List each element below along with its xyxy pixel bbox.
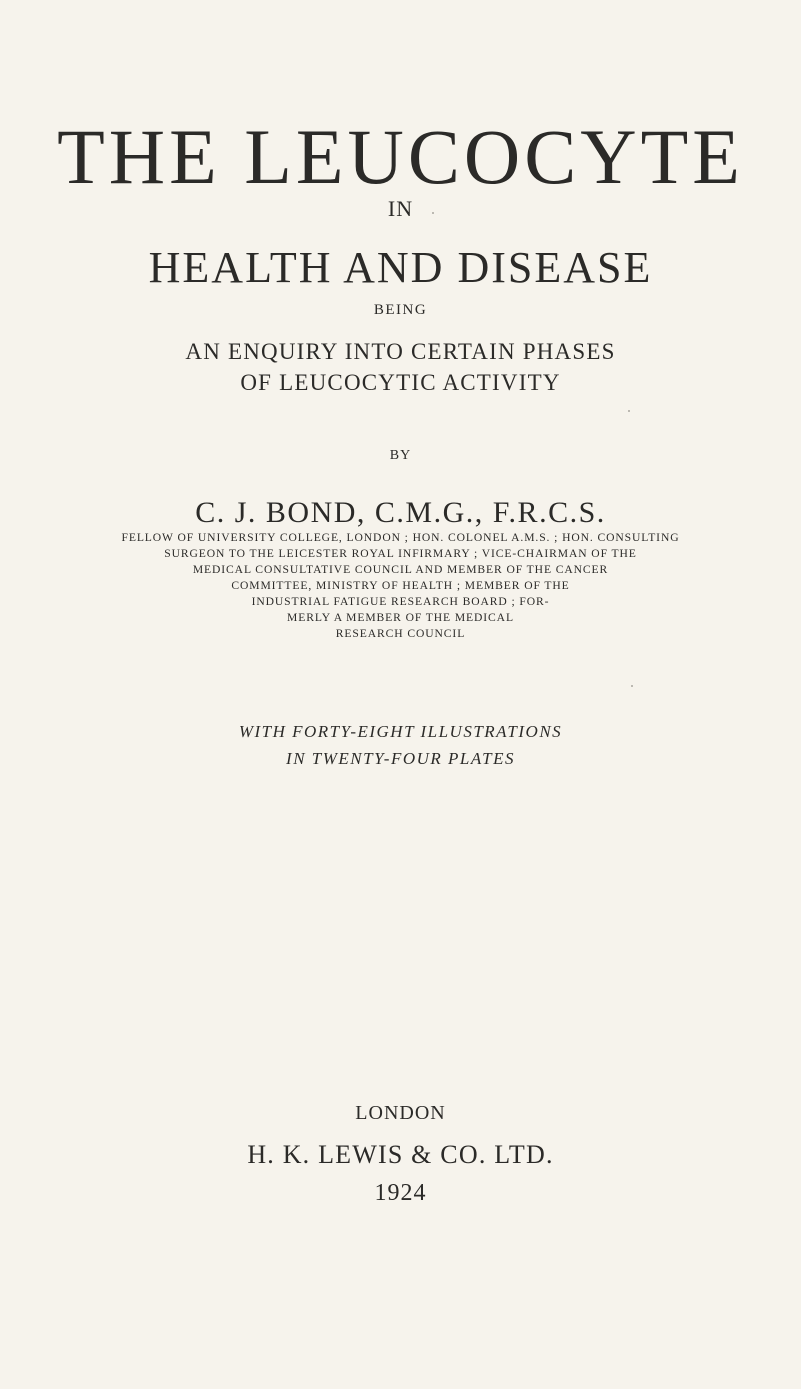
paper-fleck (432, 212, 434, 214)
paper-fleck (631, 685, 633, 687)
publisher-name: H. K. LEWIS & CO. LTD. (247, 1140, 554, 1169)
credentials-line: INDUSTRIAL FATIGUE RESEARCH BOARD ; FOR- (251, 595, 550, 608)
description-line: OF LEUCOCYTIC ACTIVITY (240, 370, 561, 395)
credentials-line: MERLY A MEMBER OF THE MEDICAL (287, 611, 514, 624)
by-label: BY (389, 448, 412, 463)
title-connector: IN (387, 196, 414, 221)
being-label: BEING (373, 302, 428, 318)
credentials-line: RESEARCH COUNCIL (335, 627, 466, 640)
credentials-line: COMMITTEE, MINISTRY OF HEALTH ; MEMBER OF THE (231, 579, 570, 592)
credentials-line: FELLOW OF UNIVERSITY COLLEGE, LONDON ; HON. COLONEL A.M.S. ; HON. CONSULTING (121, 531, 680, 544)
subtitle: HEALTH AND DISEASE (148, 243, 653, 292)
credentials-line: SURGEON TO THE LEICESTER ROYAL INFIRMARY ; VICE-CHAIRMAN OF THE (164, 547, 637, 560)
publication-year: 1924 (374, 1180, 427, 1206)
author-name: C. J. BOND, C.M.G., F.R.C.S. (195, 496, 606, 529)
main-title: THE LEUCOCYTE (57, 113, 744, 200)
paper-fleck (628, 410, 630, 412)
illustrations-note: WITH FORTY-EIGHT ILLUSTRATIONS (238, 722, 563, 741)
illustrations-note: IN TWENTY-FOUR PLATES (286, 749, 515, 768)
credentials-line: MEDICAL CONSULTATIVE COUNCIL AND MEMBER OF THE CANCER (192, 563, 609, 576)
publication-place: LONDON (355, 1102, 446, 1124)
description-line: AN ENQUIRY INTO CERTAIN PHASES (185, 339, 616, 364)
